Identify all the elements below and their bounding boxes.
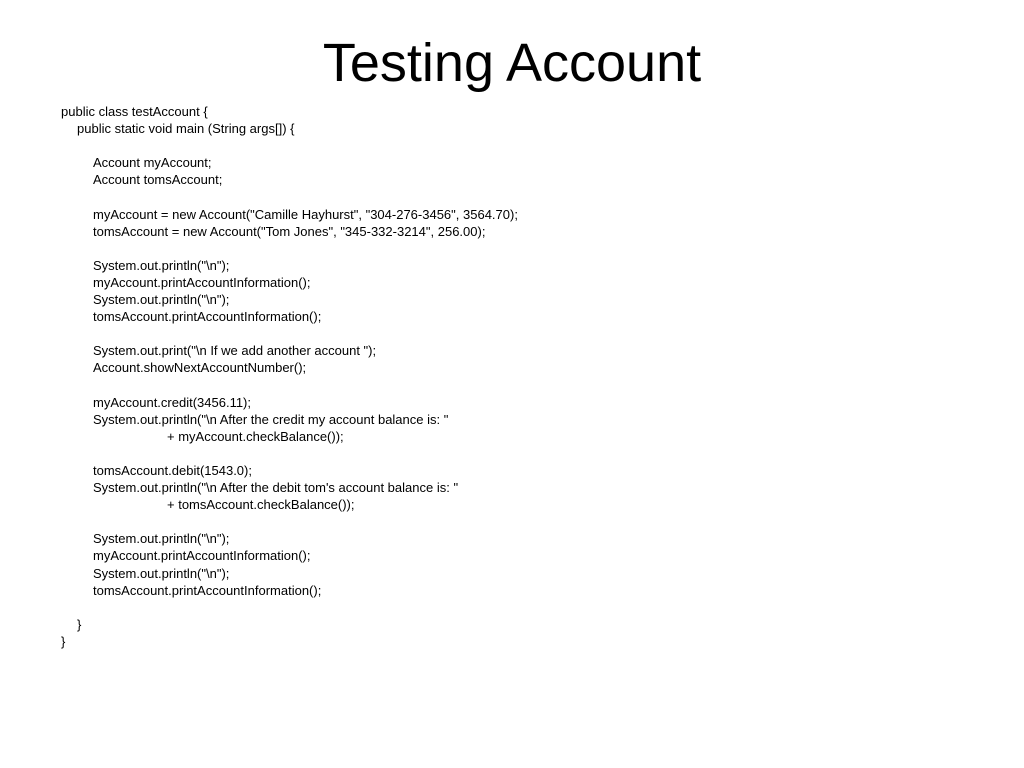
slide-title: Testing Account — [322, 33, 702, 93]
code-line: myAccount = new Account("Camille Hayhurst", "304-276-3456", 3564.70); — [93, 206, 518, 222]
code-line: tomsAccount.printAccountInformation(); — [93, 309, 322, 325]
code-line: Account tomsAccount; — [93, 172, 223, 188]
code-line — [61, 513, 981, 530]
code-line — [61, 240, 981, 257]
code-line — [61, 445, 981, 462]
code-line: myAccount.printAccountInformation(); — [93, 548, 311, 564]
code-line: tomsAccount.debit(1543.0); — [93, 462, 252, 478]
code-line — [61, 188, 981, 205]
code-line: Account.showNextAccountNumber(); — [93, 360, 307, 376]
code-line: System.out.println("\n After the credit my account balance is: " — [93, 411, 449, 427]
code-line: tomsAccount = new Account("Tom Jones", "345-332-3214", 256.00); — [93, 223, 486, 239]
code-line: Account myAccount; — [93, 155, 212, 171]
code-line — [61, 137, 981, 154]
code-line: } — [77, 616, 82, 632]
code-line: System.out.println("\n After the debit tom's account balance is: " — [93, 480, 459, 496]
code-line — [61, 599, 981, 616]
code-line: + tomsAccount.checkBalance()); — [167, 497, 355, 513]
code-line: } — [61, 633, 66, 649]
code-line: public static void main (String args[]) { — [77, 121, 295, 137]
code-line: System.out.println("\n"); — [93, 565, 230, 581]
code-line: System.out.println("\n"); — [93, 292, 230, 308]
code-block — [61, 103, 981, 650]
code-line: myAccount.printAccountInformation(); — [93, 274, 311, 290]
code-line: + myAccount.checkBalance()); — [167, 428, 344, 444]
code-line: public class testAccount { — [61, 104, 208, 119]
code-line — [61, 377, 981, 394]
code-line — [61, 325, 981, 342]
code-line: System.out.println("\n"); — [93, 257, 230, 273]
code-line: myAccount.credit(3456.11); — [93, 394, 251, 410]
code-line: tomsAccount.printAccountInformation(); — [93, 582, 322, 598]
code-line: System.out.println("\n"); — [93, 531, 230, 547]
code-line: System.out.print("\n If we add another account "); — [93, 343, 377, 359]
